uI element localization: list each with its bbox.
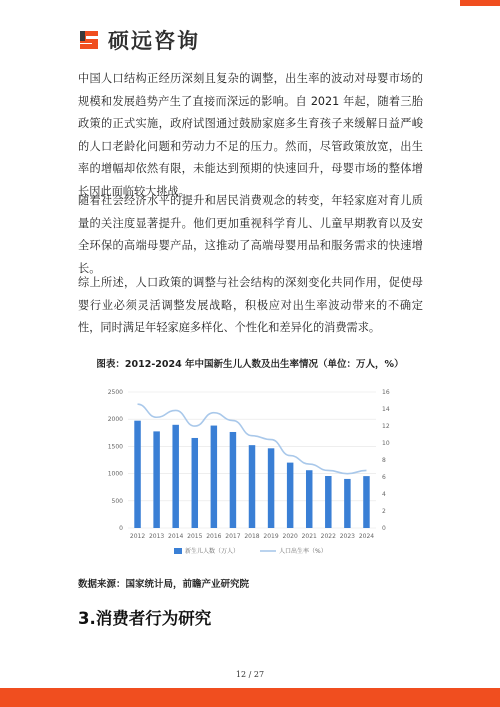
paragraph-consumption-upgrade: 随着社会经济水平的提升和居民消费观念的转变，年轻家庭对育儿质量的关注度显著提升。他们更加重视科学育儿、儿童早期教育以及安全环保的高端母婴产品，这推动了高端母婴用品和服务需求的快速增长。	[78, 194, 423, 275]
chart-legend	[174, 547, 327, 555]
chart-bars	[134, 421, 369, 528]
legend-swatch-births	[174, 548, 182, 554]
y-right-tick-label: 14	[382, 406, 390, 413]
x-tick-label: 2023	[339, 533, 356, 540]
bar-births	[249, 445, 255, 528]
births-and-birthrate-chart	[90, 378, 410, 563]
y-left-tick-label: 2000	[107, 416, 123, 424]
bar-births	[268, 448, 274, 528]
y-right-tick-label: 2	[382, 508, 386, 515]
x-tick-label: 2022	[320, 533, 336, 540]
x-tick-label: 2012	[129, 533, 146, 540]
x-tick-label: 2017	[225, 533, 241, 540]
y-right-tick-label: 16	[382, 389, 390, 396]
y-left-tick-label: 0	[119, 525, 123, 532]
bar-births	[325, 476, 331, 528]
corner-accent-stripe	[460, 0, 500, 6]
bar-births	[134, 421, 140, 528]
bar-births	[172, 425, 178, 528]
y-right-tick-label: 4	[382, 491, 386, 498]
bar-births	[306, 470, 312, 528]
brand-logo-icon	[78, 29, 100, 51]
y-left-tick-label: 2500	[107, 389, 123, 396]
legend-label-births: 新生儿人数（万人）	[185, 548, 240, 555]
paragraph-population-structure: 中国人口结构正经历深刻且复杂的调整，出生率的波动对母婴市场的规模和发展趋势产生了直接而深远的影响。自 2021 年起，随着三胎政策的正式实施，政府试图通过鼓励家庭多生育孩子来缓解日益严峻的人口老龄化问题和劳动力不足的压力。然而，尽管政策放宽，出生率的增幅却依然有限，未能达到预期的快速回升，母婴市场的整体增长因此面临较大挑战。	[78, 72, 423, 198]
x-tick-label: 2021	[301, 533, 317, 540]
y-right-tick-label: 0	[382, 525, 386, 532]
x-tick-label: 2018	[244, 533, 260, 540]
chart-title: 图表：2012-2024 年中国新生儿人数及出生率情况（单位：万人，%）	[96, 359, 404, 370]
x-tick-label: 2013	[148, 533, 165, 540]
x-tick-label: 2020	[282, 533, 298, 540]
x-tick-label: 2024	[358, 533, 375, 540]
y-right-tick-label: 8	[382, 457, 386, 464]
x-tick-label: 2015	[187, 533, 203, 540]
y-right-tick-label: 6	[382, 474, 386, 481]
bar-births	[363, 476, 369, 528]
x-tick-label: 2016	[206, 533, 222, 540]
paragraph-summary: 综上所述，人口政策的调整与社会结构的深刻变化共同作用，促使母婴行业必须灵活调整发展战略，积极应对出生率波动带来的不确定性，同时满足年轻家庭多样化、个性化和差异化的消费需求。	[78, 276, 423, 334]
x-tick-label: 2019	[263, 533, 279, 540]
bar-births	[192, 438, 198, 528]
bar-births	[211, 426, 217, 528]
footer-bar	[0, 688, 500, 707]
bar-births	[230, 432, 236, 528]
brand-name: 硕远咨询	[108, 29, 200, 53]
y-right-tick-label: 12	[382, 423, 390, 430]
data-source-note: 数据来源：国家统计局，前瞻产业研究院	[78, 579, 250, 590]
x-tick-label: 2014	[168, 533, 184, 540]
y-left-tick-label: 1000	[107, 470, 123, 478]
brand-header	[78, 25, 200, 55]
page-number: 12 / 27	[235, 670, 265, 679]
section-heading: 3.消费者行为研究	[78, 609, 212, 628]
legend-label-birth-rate: 人口出生率（%）	[279, 548, 327, 555]
y-left-tick-label: 1500	[107, 443, 123, 451]
bar-births	[344, 479, 350, 528]
y-left-tick-label: 500	[111, 497, 123, 505]
bar-births	[287, 463, 293, 528]
y-right-tick-label: 10	[382, 440, 390, 447]
bar-births	[153, 431, 159, 528]
